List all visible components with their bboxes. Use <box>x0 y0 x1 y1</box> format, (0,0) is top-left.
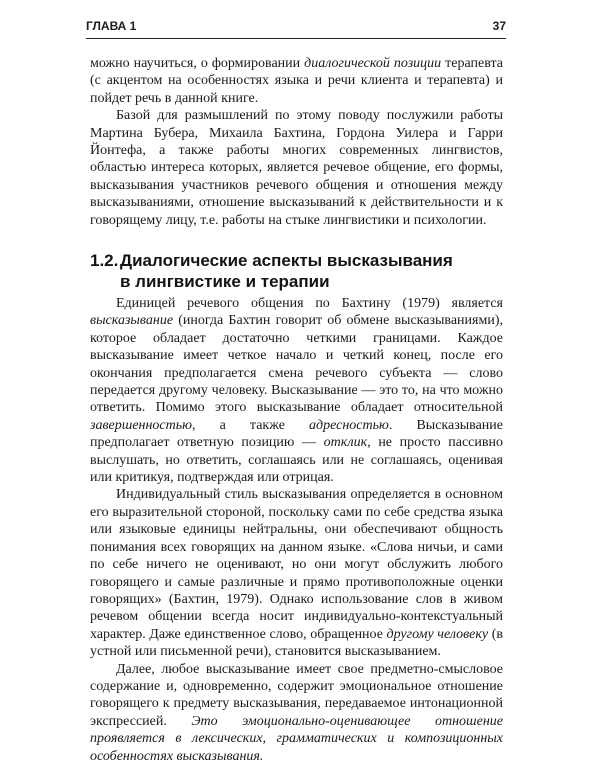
emphasis-text: Это эмоционально-оценивающее отношение проявляется в лексических, грамматических и композиционных особенностях высказывания. <box>90 713 503 764</box>
emphasis-text: отклик <box>323 435 368 451</box>
paragraph <box>90 295 503 486</box>
section-number: 1.2. <box>90 251 119 270</box>
emphasis-text: завершенностью <box>90 417 192 433</box>
text-run: можно научиться, о формировании <box>90 56 305 71</box>
paragraph: Базой для размышлений по этому поводу послужили работы Мартина Бубера, Михаила Бахтина, Гордона Уилера и Гарри Йонтефа, а также работы многих современных лингвистов, областью интереса которых, является речевое общение, его формы, высказывания участников речевого общения и отношения между высказываниями, отношение высказываний к действительности и к говорящему лицу, т.е. работы на стыке лингвистики и психологии. <box>90 108 503 228</box>
emphasis-text: диалогической позиции <box>304 56 442 71</box>
section-title-line-2: в лингвистике и терапии <box>120 272 330 291</box>
text-run: (в устной или письменной речи), становится высказыванием. <box>90 626 504 660</box>
emphasis-text: высказывание <box>90 313 174 329</box>
text-run: (иногда Бахтин говорит об обмене высказываниями), которое обладает достаточно четкими границами. Каждое высказывание имеет четкое начало и четкий конец, после его окончания предполагается смена речевого субъекта — слово передается другому человеку. Высказывание — это то, на что можно ответить. Помимо этого высказывание обладает относительной <box>90 313 503 416</box>
header-rule <box>86 38 506 39</box>
text-run: , не просто пассивно выслушать, но ответить, соглашаясь или не соглашаясь, оценивая или критикуя, подтверждая или отрицая. <box>90 435 503 486</box>
text-run: Далее, любое высказывание имеет свое предметно-смысловое содержание и, одновременно, содержит эмоциональное отношение говорящего к предмету высказывания, передаваемое интонационной экспрессией. <box>90 661 503 729</box>
text-run: терапевта (с акцентом на особенностях языка и речи клиента и терапевта) и пойдет речь в данной книге. <box>90 56 503 106</box>
emphasis-text: другому человеку <box>386 626 489 642</box>
paragraph <box>90 661 503 765</box>
page-number: 37 <box>492 19 506 33</box>
text-run: Индивидуальный стиль высказывания определяется в основном его выразительной стороной, поскольку сами по себе средства языка или языковые единицы нейтральны, они обеспечивают общность понимания всех говорящих на данном языке. «Слова ничьи, и сами по себе ничего не оценивают, но они могут обслужить любого говорящего и самые различные и прямо противоположные оценки говорящих» (Бахтин, 1979). Однако использование слов в живом речевом общении всегда носит индивидуально-контекстуальный характер. Даже единственное слово, обращенное <box>90 487 503 642</box>
section-title-line-1: Диалогические аспекты высказывания <box>120 251 453 270</box>
paragraph-continuation <box>90 55 503 107</box>
section-heading <box>90 250 510 292</box>
text-run: Единицей речевого общения по Бахтину (1979) является <box>116 296 503 311</box>
chapter-label: ГЛАВА 1 <box>86 19 137 33</box>
text-run: . Высказывание предполагает ответную позицию — <box>90 417 503 451</box>
text-run: , а также <box>192 417 310 433</box>
paragraph <box>90 486 503 660</box>
intro-text-block <box>90 55 503 229</box>
section-text-block <box>90 295 503 765</box>
emphasis-text: адресностью <box>309 417 389 433</box>
